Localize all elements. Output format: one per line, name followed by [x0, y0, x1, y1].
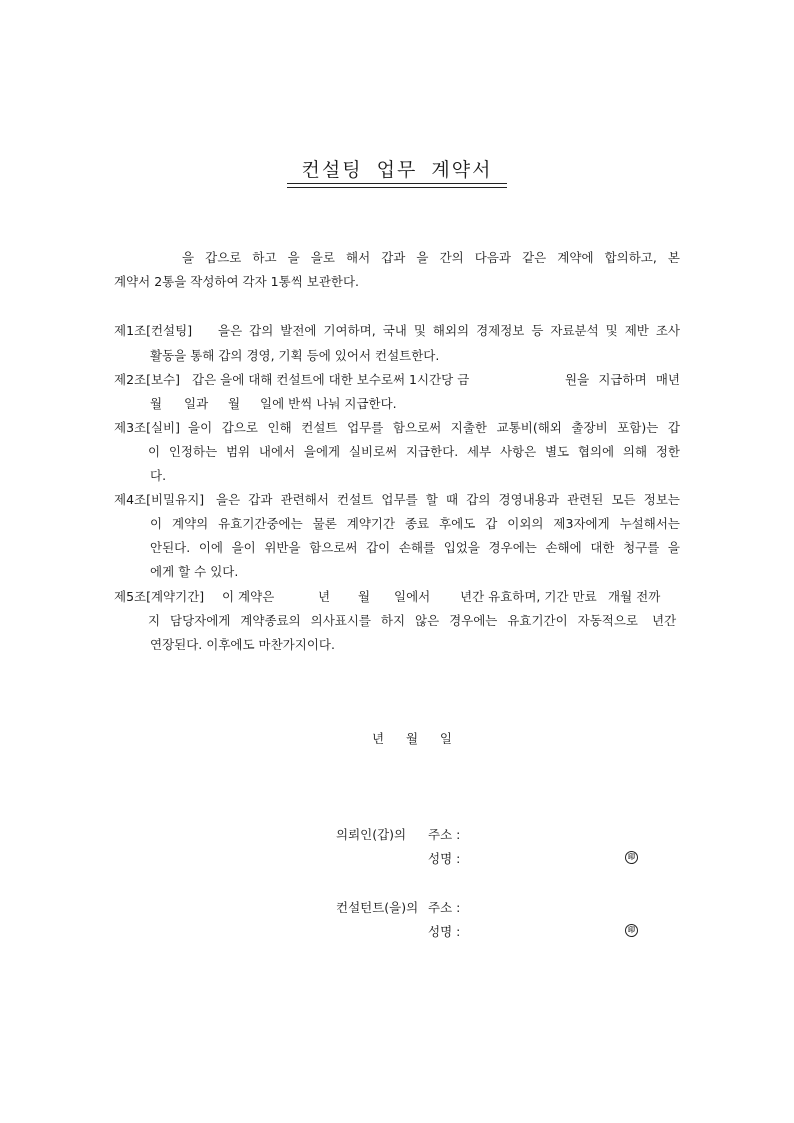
intro-line-2: 계약서 2통을 작성하여 각자 1통씩 보관한다. [114, 274, 360, 289]
article-2-line-1a: 갑은 을에 대해 컨설트에 대한 보수로써 1시간당 금 [192, 372, 470, 387]
article-4-line-2: 이 계약의 유효기간중에는 물론 계약기간 종료 후에도 갑 이외의 제3자에게 누설해서는 [150, 516, 680, 531]
article-5-line-1-seg2: 년 [318, 589, 331, 604]
article-1-line-2: 활동을 통해 갑의 경영, 기획 등에 있어서 컨설트한다. [150, 348, 440, 363]
article-3-line-2: 이 인정하는 범위 내에서 을에게 실비로써 지급한다. 세부 사항은 별도 협의에 의해 정한 [148, 444, 680, 459]
article-4-label: 제4조[비밀유지] [114, 492, 205, 507]
client-label: 의뢰인(갑)의 [336, 827, 407, 842]
client-address-label: 주소 : [428, 827, 461, 842]
date-month: 월 [405, 731, 419, 746]
contract-date [372, 729, 452, 747]
date-year: 년 [372, 731, 385, 746]
article-2-line-1b: 원을 지급하며 매년 [565, 372, 680, 387]
title-underline-bottom [287, 187, 507, 188]
consultant-address-label: 주소 : [428, 900, 461, 915]
article-2-line-2-month2: 월 [228, 396, 241, 411]
title-underline-top [287, 183, 507, 184]
article-5-line-1-seg5: 년간 유효하며, 기간 만료 [460, 589, 597, 604]
consultant-seal-icon: 印 [625, 924, 638, 937]
document-title: 컨설팅 업무 계약서 [301, 159, 493, 181]
article-4-line-1: 을은 갑과 관련해서 컨설트 업무를 할 때 갑의 경영내용과 관련된 모든 정보는 [216, 492, 680, 507]
article-1-label: 제1조[컨설팅] [114, 323, 193, 338]
consultant-name-label: 성명 : [428, 924, 461, 939]
article-5-line-1-seg1: 이 계약은 [222, 589, 275, 604]
consultant-label: 컨설턴트(을)의 [336, 900, 419, 915]
article-2-label: 제2조[보수] [114, 372, 181, 387]
article-5-line-2b: 년간 [652, 613, 677, 628]
article-5-label: 제5조[계약기간] [114, 589, 205, 604]
client-seal-icon: 印 [625, 851, 638, 864]
article-5-line-1-seg4: 일에서 [394, 589, 431, 604]
article-5-line-2a: 지 담당자에게 계약종료의 의사표시를 하지 않은 경우에는 유효기간이 자동적으로 [148, 613, 638, 628]
article-3-line-1: 을이 갑으로 인해 컨설트 업무를 함으로써 지출한 교통비(해외 출장비 포함)는 갑 [188, 420, 680, 435]
article-3-label: 제3조[실비] [114, 420, 181, 435]
article-4-line-3: 안된다. 이에 을이 위반을 함으로써 갑이 손해를 입었을 경우에는 손해에 대한 청구를 을 [150, 540, 680, 555]
article-3-line-3: 다. [150, 468, 167, 483]
date-day: 일 [439, 731, 452, 746]
article-5-line-1-seg6: 개월 전까 [608, 589, 661, 604]
article-2-line-2-day1: 일과 [184, 396, 209, 411]
article-5-line-1-seg3: 월 [358, 589, 371, 604]
client-name-label: 성명 : [428, 851, 461, 866]
article-5-line-3: 연장된다. 이후에도 마찬가지이다. [150, 637, 335, 652]
intro-line-1: 을 갑으로 하고 을 을로 해서 갑과 을 간의 다음과 같은 계약에 합의하고, 본 [182, 250, 680, 265]
article-1-line-1: 을은 갑의 발전에 기여하며, 국내 및 해외의 경제정보 등 자료분석 및 제반 조사 [218, 323, 680, 338]
article-2-line-2-rest: 일에 반씩 나눠 지급한다. [260, 396, 397, 411]
article-4-line-4: 에게 할 수 있다. [150, 564, 239, 579]
article-2-line-2-month1: 월 [150, 396, 163, 411]
